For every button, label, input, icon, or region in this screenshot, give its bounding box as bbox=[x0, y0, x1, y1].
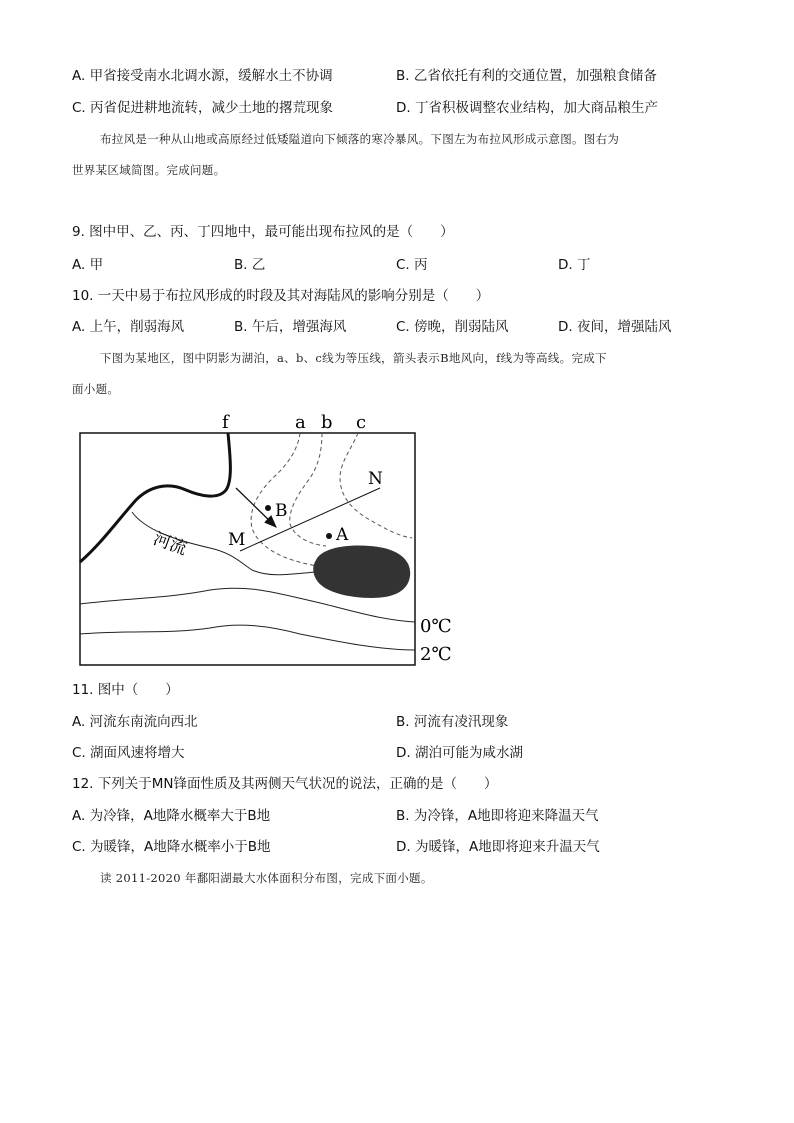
point-b bbox=[265, 505, 271, 511]
map-intro-line1: 下图为某地区，图中阴影为湖泊，a、b、c线为等压线，箭头表示B地风向，f线为等高线。完成下 bbox=[100, 351, 607, 365]
q10-option-c: C. 傍晚，削弱陆风 bbox=[396, 319, 509, 335]
q12-stem: 12. 下列关于MN锋面性质及其两侧天气状况的说法，正确的是（ ） bbox=[72, 776, 498, 792]
label-river: 河流 bbox=[150, 529, 190, 560]
q9-option-b: B. 乙 bbox=[234, 257, 266, 273]
q10-option-d: D. 夜间，增强陆风 bbox=[558, 319, 672, 335]
q10-stem: 10. 一天中易于布拉风形成的时段及其对海陆风的影响分别是（ ） bbox=[72, 288, 490, 304]
q8-option-c: C. 丙省促进耕地流转，减少土地的撂荒现象 bbox=[72, 100, 334, 116]
map-intro-line2: 面小题。 bbox=[72, 382, 120, 396]
label-a: a bbox=[295, 412, 306, 433]
q9-stem: 9. 图中甲、乙、丙、丁四地中，最可能出现布拉风的是（ ） bbox=[72, 224, 454, 240]
front-line-mn bbox=[240, 488, 380, 551]
bora-intro-line1: 布拉风是一种从山地或高原经过低矮隘道向下倾落的寒冷暴风。下图左为布拉风形成示意图。图右为 bbox=[100, 132, 620, 146]
label-f: f bbox=[222, 412, 229, 433]
q10-option-a: A. 上午，削弱海风 bbox=[72, 319, 185, 335]
label-isotherm-0c: 0℃ bbox=[420, 616, 452, 637]
point-a bbox=[326, 533, 332, 539]
label-point-a: A bbox=[336, 525, 349, 545]
q8-option-a: A. 甲省接受南水北调水源，缓解水土不协调 bbox=[72, 68, 333, 84]
q11-option-c: C. 湖面风速将增大 bbox=[72, 745, 185, 761]
q11-option-b: B. 河流有凌汛现象 bbox=[396, 714, 509, 730]
q8-option-b: B. 乙省依托有利的交通位置，加强粮食储备 bbox=[396, 68, 657, 84]
q11-stem: 11. 图中（ ） bbox=[72, 682, 179, 698]
q12-option-c: C. 为暖锋，A地降水概率小于B地 bbox=[72, 839, 271, 855]
q9-option-c: C. 丙 bbox=[396, 257, 428, 273]
q8-option-d: D. 丁省积极调整农业结构，加大商品粮生产 bbox=[396, 100, 658, 116]
label-b: b bbox=[321, 412, 333, 433]
q12-option-b: B. 为冷锋，A地即将迎来降温天气 bbox=[396, 808, 599, 824]
q12-option-a: A. 为冷锋，A地降水概率大于B地 bbox=[72, 808, 271, 824]
bora-intro-line2: 世界某区域简图。完成问题。 bbox=[72, 163, 226, 177]
q9-option-d: D. 丁 bbox=[558, 257, 591, 273]
q9-option-a: A. 甲 bbox=[72, 257, 104, 273]
q11-option-a: A. 河流东南流向西北 bbox=[72, 714, 198, 730]
label-isotherm-2c: 2℃ bbox=[420, 644, 452, 665]
label-c: c bbox=[356, 412, 367, 433]
lake bbox=[313, 546, 410, 598]
q10-option-b: B. 午后，增强海风 bbox=[234, 319, 347, 335]
label-n: N bbox=[368, 469, 383, 489]
isobar-a bbox=[251, 433, 318, 566]
isotherm-2c bbox=[80, 625, 415, 650]
q12-option-d: D. 为暖锋，A地即将迎来升温天气 bbox=[396, 839, 600, 855]
label-point-b: B bbox=[275, 501, 288, 521]
q11-option-d: D. 湖泊可能为咸水湖 bbox=[396, 745, 523, 761]
label-m: M bbox=[228, 530, 246, 550]
poyang-intro: 读 2011-2020 年鄱阳湖最大水体面积分布图，完成下面小题。 bbox=[100, 871, 433, 885]
